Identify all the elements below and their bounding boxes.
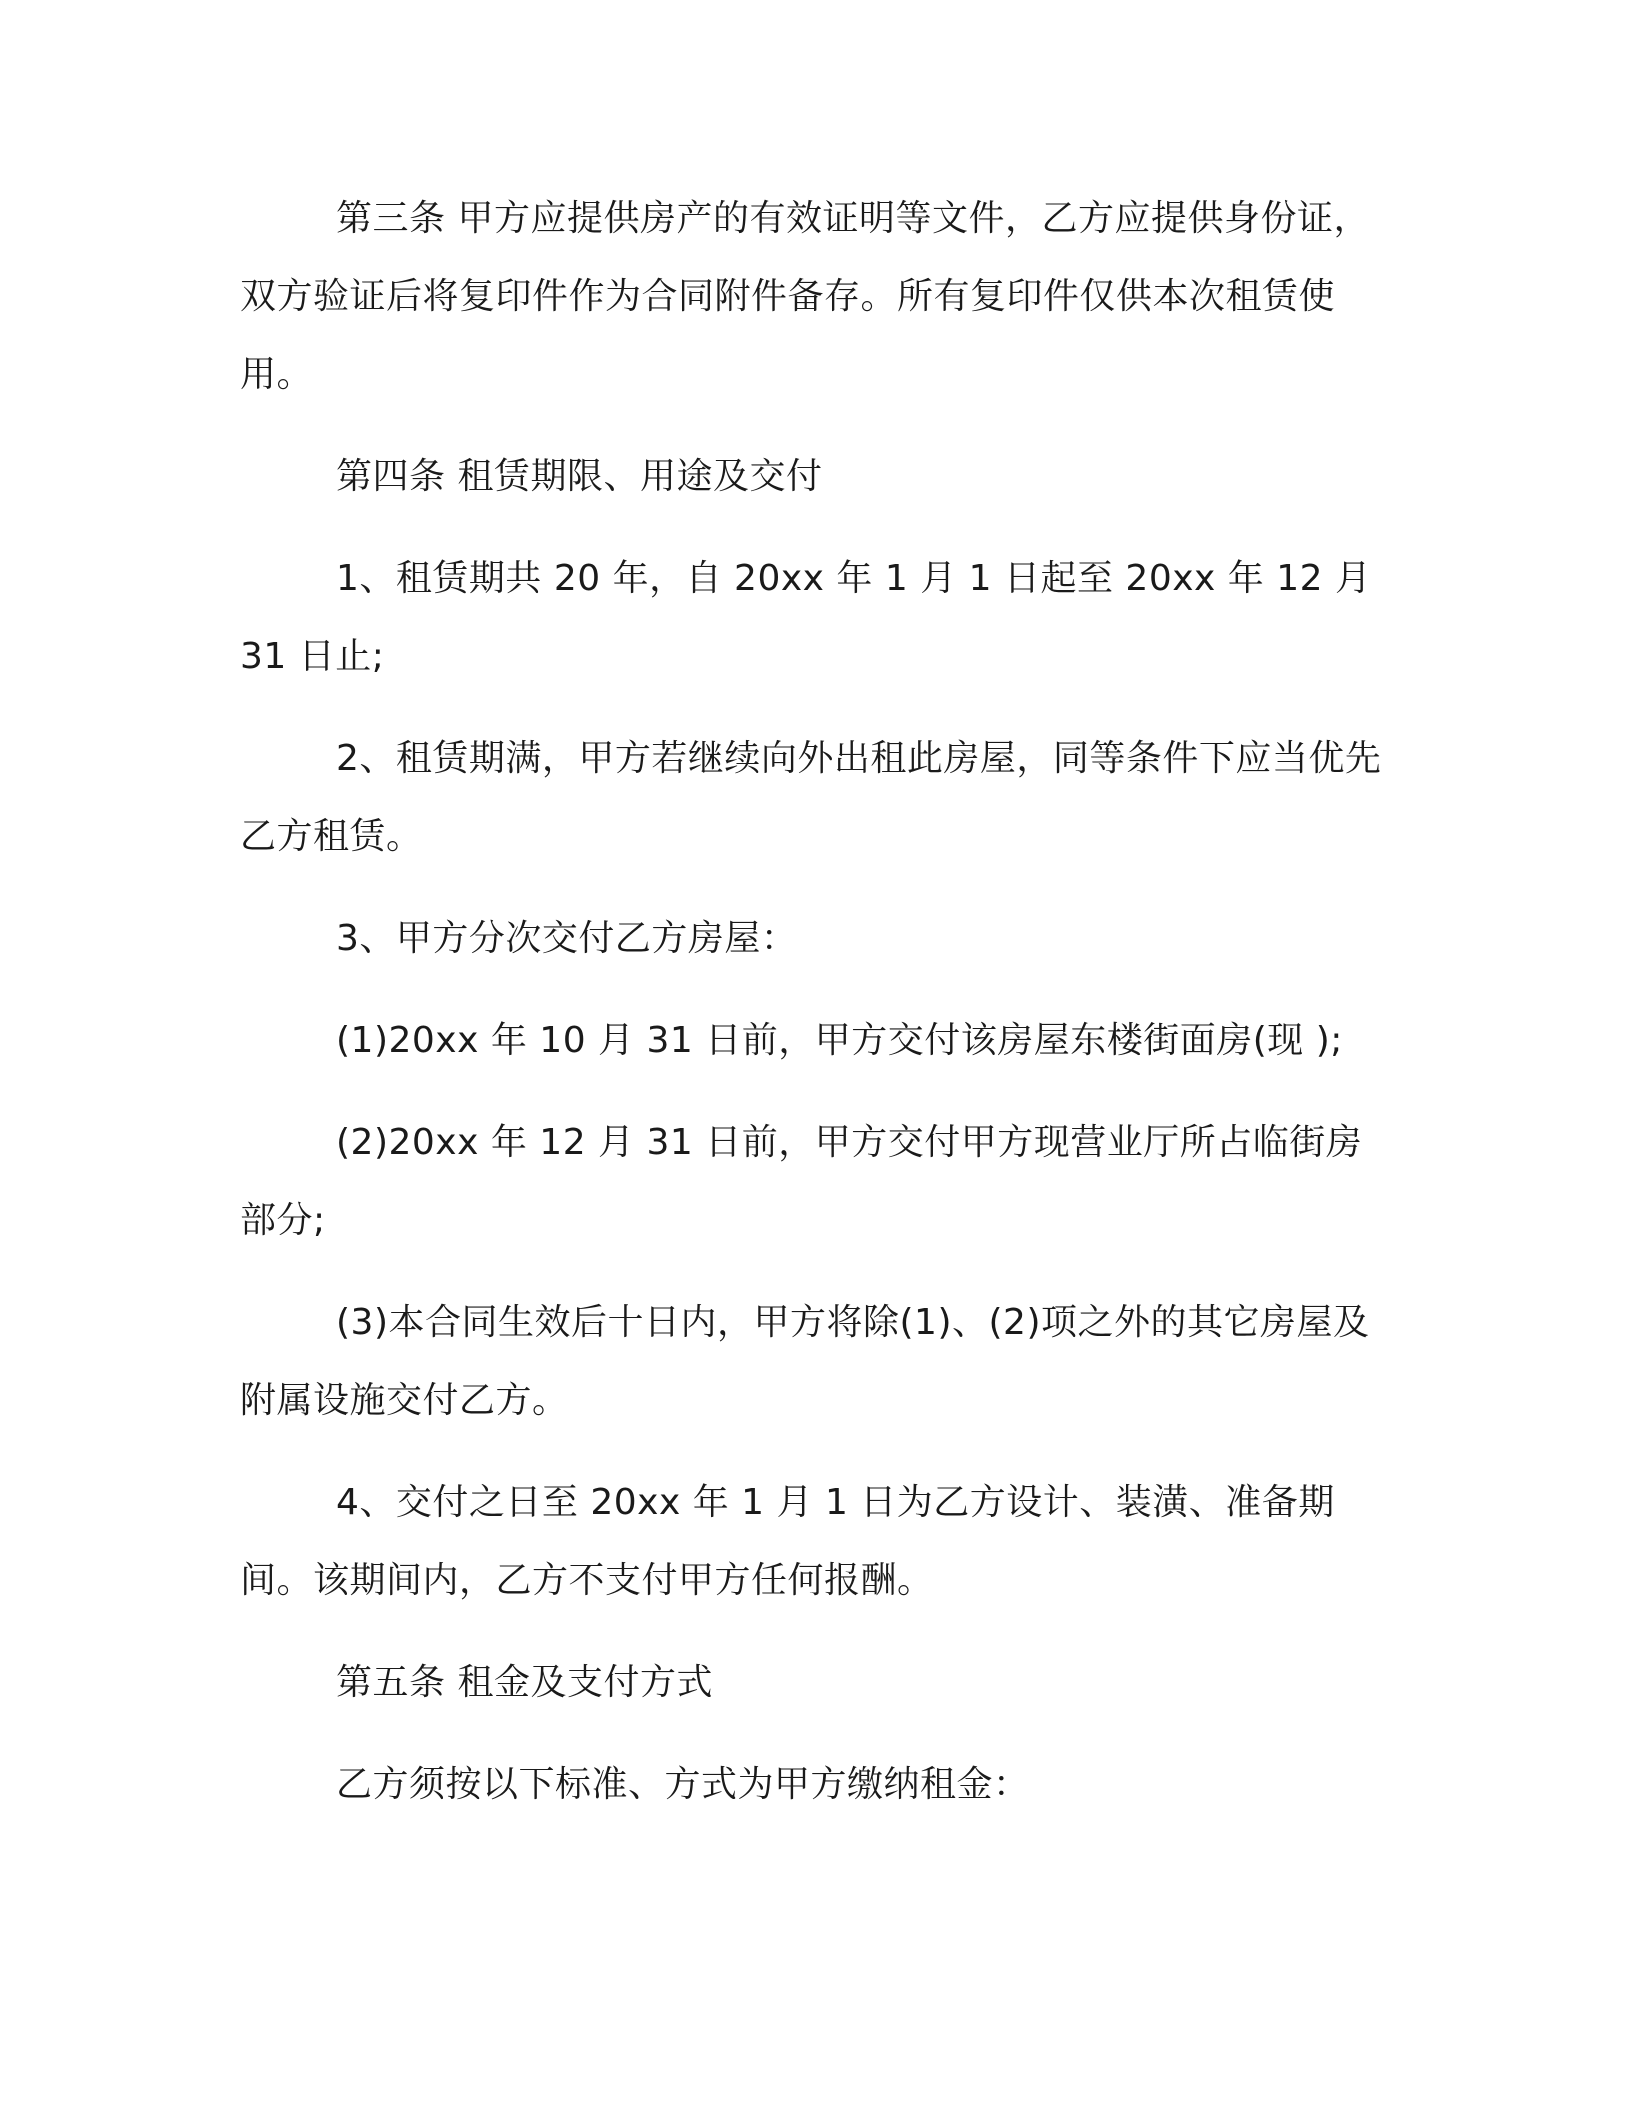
article-5-heading: 第五条 租金及支付方式 — [336, 1662, 713, 1703]
article-3-paragraph: 第三条 甲方应提供房产的有效证明等文件，乙方应提供身份证，双方验证后将复印件作为合同附件备存。所有复印件仅供本次租赁使用。 — [240, 198, 1370, 395]
clause-4-1: 1、租赁期共 20 年，自 20xx 年 1 月 1 日起至 20xx 年 12 月 31 日止; — [240, 558, 1372, 677]
clause-4-2: 2、租赁期满，甲方若继续向外出租此房屋，同等条件下应当优先乙方租赁。 — [240, 738, 1382, 857]
clause-4-3-3: (3)本合同生效后十日内，甲方将除(1)、(2)项之外的其它房屋及附属设施交付乙方。 — [240, 1302, 1370, 1421]
clause-4-3-2: (2)20xx 年 12 月 31 日前，甲方交付甲方现营业厅所占临街房部分; — [240, 1122, 1363, 1241]
clause-4-4: 4、交付之日至 20xx 年 1 月 1 日为乙方设计、装潢、准备期间。该期间内，乙方不支付甲方任何报酬。 — [240, 1482, 1335, 1601]
clause-4-3-1: (1)20xx 年 10 月 31 日前，甲方交付该房屋东楼街面房(现 ); — [336, 1020, 1343, 1061]
article-4-heading: 第四条 租赁期限、用途及交付 — [336, 456, 823, 497]
clause-4-3: 3、甲方分次交付乙方房屋： — [336, 918, 798, 959]
article-5-intro: 乙方须按以下标准、方式为甲方缴纳租金： — [336, 1764, 1030, 1805]
document-body — [240, 180, 1395, 1848]
